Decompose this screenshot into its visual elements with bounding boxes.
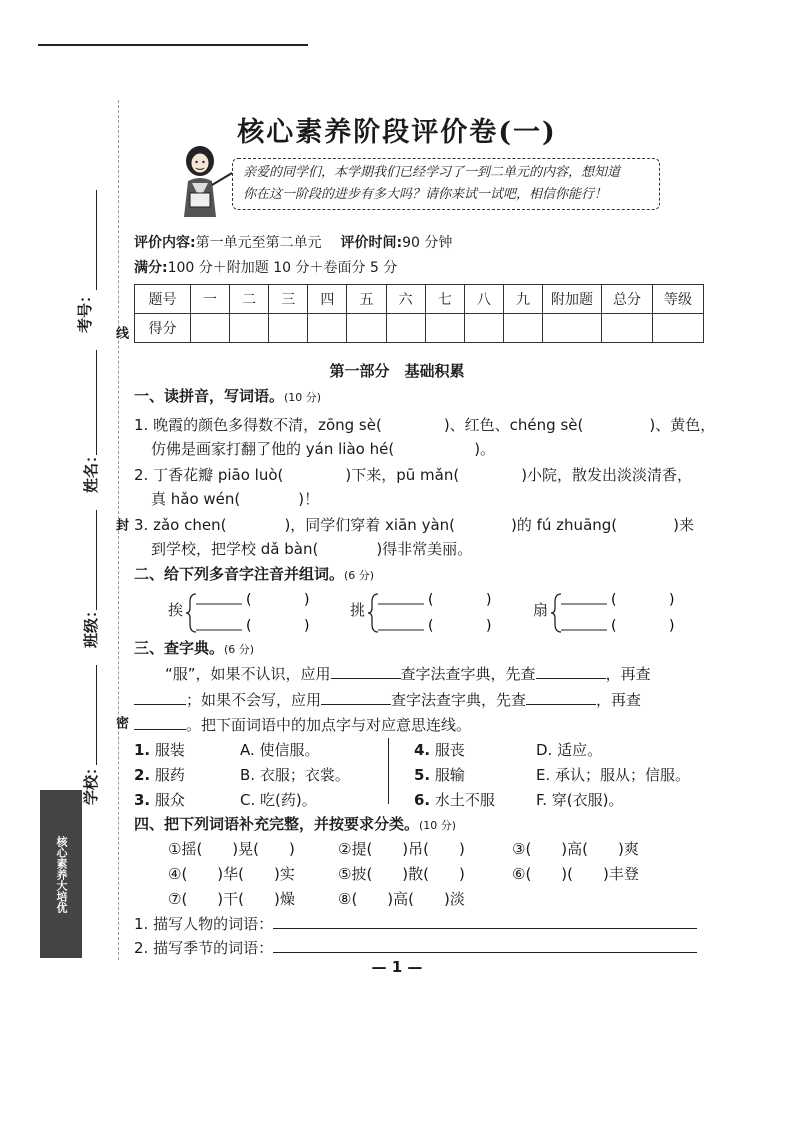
- score-input-cell[interactable]: [425, 314, 464, 343]
- q4-phrase[interactable]: ①摇( )晃( ): [168, 840, 295, 858]
- score-table-cell: 四: [308, 285, 347, 314]
- q3-match-option[interactable]: C. 吃(药)。: [240, 791, 317, 809]
- match-num: 5.: [414, 766, 431, 784]
- answer-line[interactable]: [273, 938, 697, 953]
- match-num: 6.: [414, 791, 431, 809]
- q4-sub2-label: 2. 描写季节的词语：: [134, 939, 274, 957]
- svg-text:(: (: [428, 592, 434, 608]
- score-input-cell[interactable]: [347, 314, 386, 343]
- seal-feng-char: 封: [113, 518, 128, 531]
- q4-phrase[interactable]: ⑤披( )散( ): [338, 865, 465, 883]
- q1-text: )小院，散发出淡淡清香，: [521, 466, 693, 484]
- q3-text: “服”，如果不认识，应用: [165, 665, 331, 683]
- score-input-cell[interactable]: [464, 314, 503, 343]
- q1-text: )、黄色，: [649, 416, 716, 434]
- q3-match-item[interactable]: [414, 764, 465, 785]
- match-word: 服药: [154, 766, 185, 784]
- page-number: — 1 —: [371, 958, 423, 976]
- score-table-cell: 一: [191, 285, 230, 314]
- svg-text:(: (: [246, 592, 252, 608]
- full-score-label: 满分:: [134, 260, 168, 276]
- score-input-cell[interactable]: [543, 314, 602, 343]
- answer-blank[interactable]: [321, 690, 391, 705]
- school-label: 学校：: [82, 759, 101, 806]
- svg-text:): ): [304, 592, 310, 608]
- exam-no-label: 考号：: [76, 287, 95, 334]
- score-input-cell[interactable]: [386, 314, 425, 343]
- q1-score: (10 分): [284, 391, 322, 404]
- svg-text:(: (: [611, 592, 617, 608]
- q1-item1-line2: [151, 438, 495, 460]
- q1-item2-line2: [151, 488, 319, 510]
- q4-phrase[interactable]: ⑦( )干( )燥: [168, 890, 295, 908]
- q1-text: 仿佛是画家打翻了他的 yán liào hé(: [151, 440, 395, 458]
- score-input-cell[interactable]: [503, 314, 542, 343]
- q4-phrase[interactable]: ⑥( )( )丰登: [512, 865, 639, 883]
- bubble-line-1: 亲爱的同学们，本学期我们已经学习了一到二单元的内容，想知道: [243, 165, 621, 180]
- svg-text:(: (: [246, 618, 252, 634]
- name-label: 姓名：: [82, 447, 101, 494]
- q4-phrase[interactable]: ②提( )吊( ): [338, 840, 465, 858]
- score-table-header-row: [135, 285, 704, 314]
- score-table-cell: 五: [347, 285, 386, 314]
- bubble-line-2: 你在这一阶段的进步有多大吗？请你来试一试吧，相信你能行！: [243, 187, 608, 202]
- content-label: 评价内容:: [134, 235, 196, 251]
- assessment-info-line: [134, 232, 452, 252]
- teacher-illustration: [170, 143, 236, 219]
- q4-sub2: [134, 937, 697, 959]
- class-label: 班级：: [82, 602, 101, 649]
- q3-match-item[interactable]: [134, 764, 185, 785]
- q3-match-item[interactable]: [134, 739, 185, 760]
- q1-text: 真 hǎo wén(: [151, 490, 241, 508]
- q1-text: )下来，pū mǎn(: [345, 466, 460, 484]
- q3-match-option[interactable]: B. 衣服；衣裳。: [240, 766, 350, 784]
- q1-text: )！: [298, 490, 320, 508]
- svg-text:): ): [669, 618, 675, 634]
- match-num: 1.: [134, 741, 151, 759]
- match-word: 水土不服: [434, 791, 495, 809]
- class-blank: [96, 510, 97, 610]
- match-word: 服输: [434, 766, 465, 784]
- svg-text:(: (: [428, 618, 434, 634]
- q2-char-shan: 扇: [533, 601, 549, 619]
- score-table-cell: 总分: [602, 285, 653, 314]
- answer-blank[interactable]: [536, 664, 606, 679]
- q3-match-item[interactable]: [134, 789, 185, 810]
- q3-heading: [134, 637, 254, 661]
- page-title: 核心素养阶段评价卷(一): [237, 117, 557, 148]
- score-table-cell: 题号: [135, 285, 191, 314]
- full-score-line: [134, 257, 397, 277]
- q1-text: )的 fú zhuāng(: [511, 516, 618, 534]
- full-score-value: 100 分＋附加题 10 分＋卷面分 5 分: [167, 260, 398, 276]
- q3-text: 。把下面词语中的加点字与对应意思连线。: [186, 716, 472, 734]
- q1-heading-text: 一、读拼音，写词语。: [134, 387, 285, 405]
- brand-logo: 核心素养大培优: [40, 790, 82, 958]
- intro-speech-bubble: [232, 158, 660, 210]
- score-table-cell: 附加题: [543, 285, 602, 314]
- answer-blank[interactable]: [331, 664, 401, 679]
- q1-text: )、红色、chéng sè(: [443, 416, 584, 434]
- svg-text:): ): [486, 592, 492, 608]
- q3-line2: [134, 689, 641, 711]
- time-value: 90 分钟: [402, 235, 453, 251]
- part-one-title: 第一部分 基础积累: [329, 362, 465, 380]
- q1-text: )。: [474, 440, 496, 458]
- q3-match-item[interactable]: [414, 789, 495, 810]
- match-num: 4.: [414, 741, 431, 759]
- q4-heading-text: 四、把下列词语补充完整，并按要求分类。: [134, 815, 420, 833]
- svg-text:): ): [486, 618, 492, 634]
- score-table-cell: 三: [269, 285, 308, 314]
- q2-heading-text: 二、给下列多音字注音并组词。: [134, 565, 345, 583]
- q1-text: 2. 丁香花瓣 piāo luò(: [134, 466, 284, 484]
- score-table-cell: 二: [230, 285, 269, 314]
- match-word: 服众: [154, 791, 185, 809]
- q2-score: (6 分): [344, 569, 375, 582]
- q2-char-ai: 挨: [168, 601, 184, 619]
- score-table-cell: 八: [464, 285, 503, 314]
- answer-line[interactable]: [273, 914, 697, 929]
- q3-text: ，再查: [605, 665, 651, 683]
- q4-score: (10 分): [419, 819, 457, 832]
- match-num: 2.: [134, 766, 151, 784]
- q2-heading: [134, 563, 374, 587]
- svg-text:): ): [304, 618, 310, 634]
- score-table-cell: 七: [425, 285, 464, 314]
- school-blank: [96, 665, 97, 765]
- q3-text: ，再查: [596, 691, 642, 709]
- q1-text: 1. 晚霞的颜色多得数不清，zōng sè(: [134, 416, 382, 434]
- answer-blank[interactable]: [134, 715, 186, 730]
- q4-phrase[interactable]: ④( )华( )实: [168, 865, 295, 883]
- score-row-label: 得分: [135, 314, 191, 343]
- q4-phrase[interactable]: ③( )高( )爽: [512, 840, 639, 858]
- match-word: 服丧: [434, 741, 465, 759]
- exam-no-blank: [96, 190, 97, 290]
- q3-line1: [165, 663, 651, 685]
- q3-match-option[interactable]: D. 适应。: [536, 741, 603, 759]
- q2-brace-shan: [551, 590, 691, 636]
- content-value: 第一单元至第二单元: [195, 235, 322, 251]
- score-table-cell: 等级: [653, 285, 704, 314]
- match-word: 服装: [154, 741, 185, 759]
- score-table: [134, 284, 704, 343]
- q4-heading: [134, 813, 456, 837]
- q3-text: 查字法查字典，先查: [400, 665, 536, 683]
- q1-item3-line1: [134, 514, 694, 536]
- q1-text: )得非常美丽。: [376, 540, 473, 558]
- q1-text: )，同学们穿着 xiān yàn(: [284, 516, 455, 534]
- q3-match-option[interactable]: F. 穿(衣服)。: [536, 791, 624, 809]
- time-label: 评价时间:: [340, 235, 403, 251]
- q4-sub1-label: 1. 描写人物的词语：: [134, 915, 274, 933]
- q1-item3-line2: [151, 538, 472, 560]
- answer-blank[interactable]: [134, 690, 186, 705]
- q4-phrase[interactable]: ⑧( )高( )淡: [338, 890, 465, 908]
- q3-text: 查字法查字典，先查: [391, 691, 527, 709]
- score-input-cell[interactable]: [602, 314, 653, 343]
- score-table-cell: 九: [503, 285, 542, 314]
- q3-match-item[interactable]: [414, 739, 465, 760]
- q3-divider: [388, 738, 389, 804]
- score-table-cell: 六: [386, 285, 425, 314]
- q2-brace-ai: [186, 590, 326, 636]
- q3-line3: [134, 714, 471, 736]
- score-input-cell[interactable]: [269, 314, 308, 343]
- score-table-score-row: [135, 314, 704, 343]
- top-rule: [38, 44, 308, 46]
- score-input-cell[interactable]: [230, 314, 269, 343]
- q2-brace-tiao: [368, 590, 508, 636]
- q1-heading: [134, 385, 321, 409]
- answer-blank[interactable]: [526, 690, 596, 705]
- q1-item1-line1: [134, 414, 715, 436]
- seal-line-char: 线: [113, 326, 128, 339]
- q3-heading-text: 三、查字典。: [134, 639, 225, 657]
- match-num: 3.: [134, 791, 151, 809]
- q3-text: ；如果不会写，应用: [186, 691, 322, 709]
- q1-text: 3. zǎo chen(: [134, 516, 227, 534]
- q2-char-tiao: 挑: [350, 601, 366, 619]
- score-input-cell[interactable]: [191, 314, 230, 343]
- svg-text:(: (: [611, 618, 617, 634]
- q1-item2-line1: [134, 464, 692, 486]
- q3-match-option[interactable]: A. 使信服。: [240, 741, 320, 759]
- q3-score: (6 分): [224, 643, 255, 656]
- svg-text:): ): [669, 592, 675, 608]
- seal-mi-char: 密: [113, 716, 128, 729]
- q1-text: 到学校，把学校 dǎ bàn(: [151, 540, 319, 558]
- score-input-cell[interactable]: [653, 314, 704, 343]
- q3-match-option[interactable]: E. 承认；服从；信服。: [536, 766, 691, 784]
- q1-text: )来: [673, 516, 694, 534]
- score-input-cell[interactable]: [308, 314, 347, 343]
- q4-sub1: [134, 913, 697, 935]
